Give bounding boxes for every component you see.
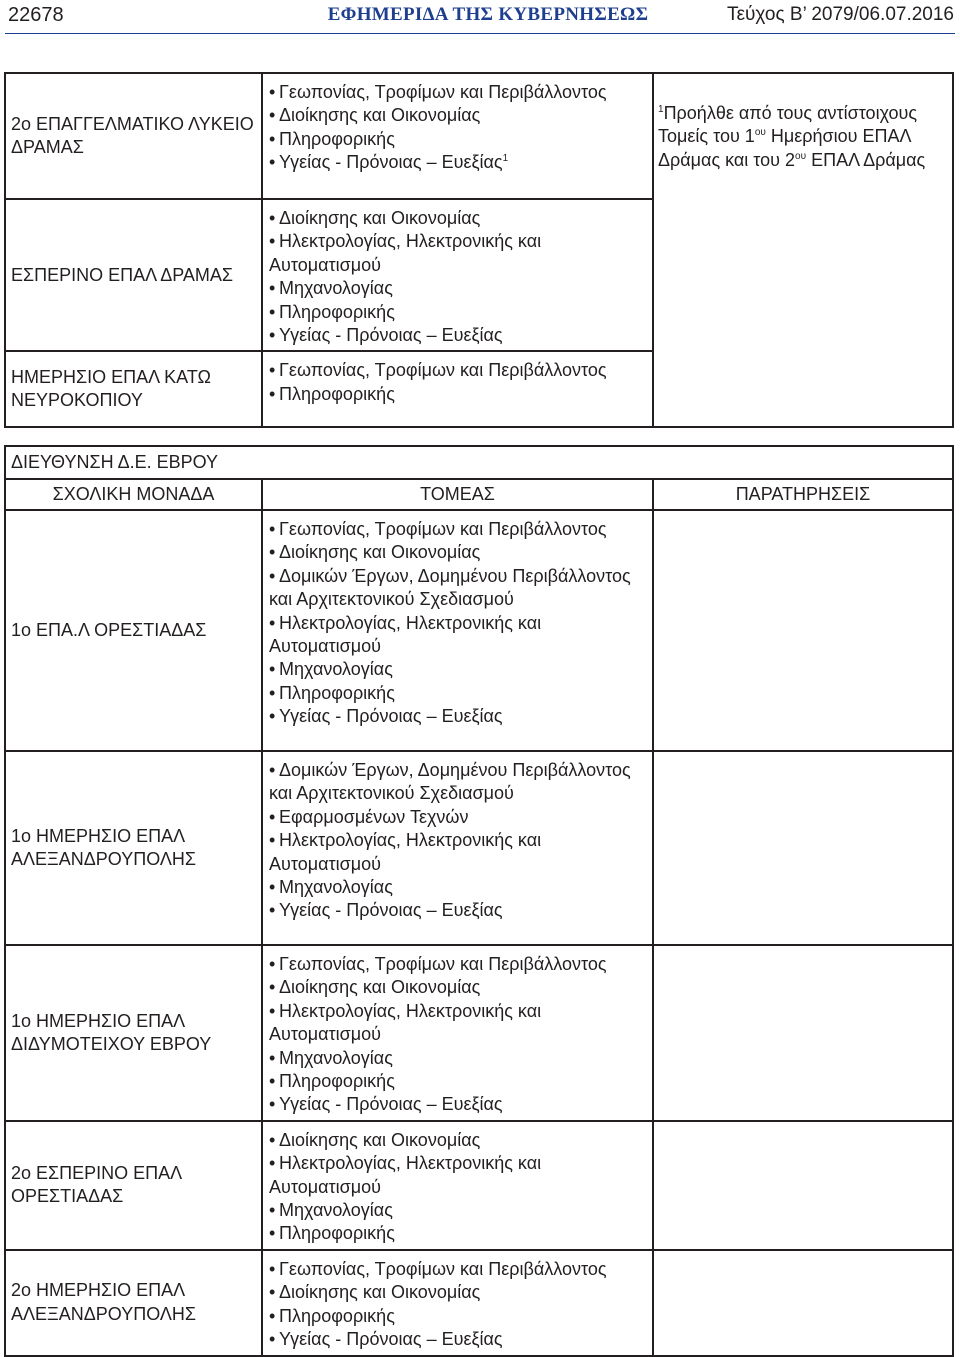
bullet-icon: •: [269, 1329, 276, 1350]
table-row: [5, 945, 953, 1121]
sector-item: [269, 359, 646, 382]
footnote-mark: 1: [658, 104, 664, 115]
directorate-row: [5, 446, 953, 479]
sector-text: Εφαρμοσμένων Τεχνών: [279, 806, 469, 827]
sector-item: [269, 1328, 646, 1351]
sector-text: Πληροφορικής: [279, 383, 395, 404]
sector-item: [269, 1305, 646, 1328]
bullet-icon: •: [269, 612, 276, 633]
footnote-mark: 1: [502, 153, 509, 165]
bullet-icon: •: [269, 1000, 276, 1021]
sector-item: [269, 759, 646, 806]
sector-text: Μηχανολογίας: [279, 1200, 393, 1221]
sector-item: [269, 1070, 646, 1093]
footnote-line1-after: Ημερήσιου ΕΠΑΛ Δράμας και του 2: [658, 126, 911, 170]
sector-text: Ηλεκτρολογίας, Ηλεκτρονικής και Αυτοματισμού: [269, 830, 542, 874]
sector-list: [262, 1121, 653, 1250]
header-rule: [5, 33, 955, 34]
sector-list: [262, 73, 653, 199]
sector-item: [269, 682, 646, 705]
column-header-school: ΣΧΟΛΙΚΗ ΜΟΝΑΔΑ: [5, 479, 262, 510]
notes-cell: [653, 73, 953, 427]
sector-text: Υγείας - Πρόνοιας – Ευεξίας: [279, 152, 503, 173]
sector-text: Πληροφορικής: [279, 128, 395, 149]
column-header-row: [5, 479, 953, 510]
sector-text: Πληροφορικής: [279, 1305, 395, 1326]
sector-item: [269, 806, 646, 829]
sector-list: [262, 1250, 653, 1356]
sector-text: Γεωπονίας, Τροφίμων και Περιβάλλοντος: [279, 1258, 607, 1279]
notes-cell: [653, 945, 953, 1121]
sector-text: Υγείας - Πρόνοιας – Ευεξίας: [279, 900, 503, 921]
sector-list: [262, 351, 653, 427]
bullet-icon: •: [269, 542, 276, 563]
bullet-icon: •: [269, 565, 276, 586]
sector-item: [269, 1222, 646, 1245]
table-row: [5, 1250, 953, 1356]
table-row: [5, 73, 953, 199]
sector-text: Μηχανολογίας: [279, 877, 393, 898]
bullet-icon: •: [269, 682, 276, 703]
sector-item: [269, 277, 646, 300]
column-header-sector: ΤΟΜΕΑΣ: [262, 479, 653, 510]
bullet-icon: •: [269, 152, 276, 173]
school-name: 2ο ΗΜΕΡΗΣΙΟ ΕΠΑΛ ΑΛΕΞΑΝΔΡΟΥΠΟΛΗΣ: [5, 1250, 262, 1356]
drama-schools-table: [4, 72, 954, 428]
sector-text: Μηχανολογίας: [279, 659, 393, 680]
bullet-icon: •: [269, 977, 276, 998]
sector-text: Πληροφορικής: [279, 1223, 395, 1244]
bullet-icon: •: [269, 706, 276, 727]
sector-list: [262, 751, 653, 945]
notes-cell: [653, 510, 953, 751]
school-name: 1ο ΗΜΕΡΗΣΙΟ ΕΠΑΛ ΑΛΕΞΑΝΔΡΟΥΠΟΛΗΣ: [5, 751, 262, 945]
bullet-icon: •: [269, 301, 276, 322]
sector-text: Πληροφορικής: [279, 1071, 395, 1092]
bullet-icon: •: [269, 900, 276, 921]
school-name: 2ο ΕΠΑΓΓΕΛΜΑΤΙΚΟ ΛΥΚΕΙΟ ΔΡΑΜΑΣ: [5, 73, 262, 199]
gazette-title: ΕΦΗΜΕΡΙΔΑ ΤΗΣ ΚΥΒΕΡΝΗΣΕΩΣ: [327, 4, 649, 25]
issue-number: Τεύχος Β’ 2079/06.07.2016: [727, 4, 954, 25]
sector-text: Μηχανολογίας: [279, 1047, 393, 1068]
sector-list: [262, 510, 653, 751]
sector-item: [269, 1129, 646, 1152]
sector-item: [269, 207, 646, 230]
sector-text: Δομικών Έργων, Δομημένου Περιβάλλοντος και Αρχιτεκτονικού Σχεδιασμού: [269, 565, 631, 610]
bullet-icon: •: [269, 1129, 276, 1150]
sector-text: Υγείας - Πρόνοιας – Ευεξίας: [279, 1329, 503, 1350]
school-name: 2ο ΕΣΠΕΡΙΝΟ ΕΠΑΛ ΟΡΕΣΤΙΑΔΑΣ: [5, 1121, 262, 1250]
bullet-icon: •: [269, 208, 276, 228]
sector-item: [269, 151, 646, 174]
bullet-icon: •: [269, 519, 276, 539]
footnote-line1-before: Προήλθε από τους αντίστοιχους Τομείς του 1: [658, 103, 918, 147]
sector-item: [269, 1258, 646, 1281]
sector-item: [269, 829, 646, 876]
sector-text: Διοίκησης και Οικονομίας: [279, 1282, 481, 1303]
sector-item: [269, 1047, 646, 1070]
bullet-icon: •: [269, 360, 276, 381]
bullet-icon: •: [269, 1153, 276, 1174]
sector-item: [269, 1093, 646, 1116]
bullet-icon: •: [269, 1258, 276, 1279]
footnote-text: [658, 102, 948, 172]
sector-list: [262, 945, 653, 1121]
sector-item: [269, 301, 646, 324]
sector-text: Γεωπονίας, Τροφίμων και Περιβάλλοντος: [279, 82, 607, 102]
sector-item: [269, 953, 646, 976]
bullet-icon: •: [269, 877, 276, 898]
column-header-notes: ΠΑΡΑΤΗΡΗΣΕΙΣ: [653, 479, 953, 510]
sector-item: [269, 1000, 646, 1047]
school-name: 1ο ΕΠΑ.Λ ΟΡΕΣΤΙΑΔΑΣ: [5, 510, 262, 751]
sector-text: Πληροφορικής: [279, 301, 395, 322]
sector-text: Μηχανολογίας: [279, 278, 393, 299]
sector-text: Υγείας - Πρόνοιας – Ευεξίας: [279, 706, 503, 727]
sector-item: [269, 104, 646, 127]
sector-list: [262, 199, 653, 351]
sector-text: Ηλεκτρολογίας, Ηλεκτρονικής και Αυτοματισμού: [269, 612, 542, 657]
sector-item: [269, 81, 646, 104]
bullet-icon: •: [269, 1200, 276, 1221]
footnote-sup2: ου: [795, 150, 807, 162]
sector-item: [269, 658, 646, 681]
sector-item: [269, 976, 646, 999]
bullet-icon: •: [269, 82, 276, 102]
sector-text: Δομικών Έργων, Δομημένου Περιβάλλοντος και Αρχιτεκτονικού Σχεδιασμού: [269, 760, 631, 804]
sector-text: Υγείας - Πρόνοιας – Ευεξίας: [279, 1094, 503, 1115]
school-name: ΗΜΕΡΗΣΙΟ ΕΠΑΛ ΚΑΤΩ ΝΕΥΡΟΚΟΠΙΟΥ: [5, 351, 262, 427]
evros-schools-table: [4, 445, 954, 1357]
bullet-icon: •: [269, 128, 276, 149]
table-row: [5, 751, 953, 945]
bullet-icon: •: [269, 760, 276, 780]
bullet-icon: •: [269, 325, 276, 346]
bullet-icon: •: [269, 1223, 276, 1244]
sector-text: Ηλεκτρολογίας, Ηλεκτρονικής και Αυτοματισμού: [269, 1000, 542, 1045]
footnote-line2: ΕΠΑΛ Δράμας: [806, 149, 926, 170]
notes-cell: [653, 1121, 953, 1250]
sector-text: Γεωπονίας, Τροφίμων και Περιβάλλοντος: [279, 519, 607, 539]
bullet-icon: •: [269, 1047, 276, 1068]
footnote-sup1: ου: [754, 127, 766, 139]
bullet-icon: •: [269, 278, 276, 299]
sector-text: Γεωπονίας, Τροφίμων και Περιβάλλοντος: [279, 954, 607, 974]
sector-text: Διοίκησης και Οικονομίας: [279, 977, 481, 998]
school-name: 1ο ΗΜΕΡΗΣΙΟ ΕΠΑΛ ΔΙΔΥΜΟΤΕΙΧΟΥ ΕΒΡΟΥ: [5, 945, 262, 1121]
sector-text: Διοίκησης και Οικονομίας: [279, 542, 481, 563]
sector-text: Διοίκησης και Οικονομίας: [279, 105, 481, 126]
sector-text: Ηλεκτρολογίας, Ηλεκτρονικής και Αυτοματισμού: [269, 231, 542, 275]
bullet-icon: •: [269, 1094, 276, 1115]
bullet-icon: •: [269, 806, 276, 827]
sector-text: Υγείας - Πρόνοιας – Ευεξίας: [279, 325, 503, 346]
bullet-icon: •: [269, 1071, 276, 1092]
page-number: 22678: [8, 4, 64, 26]
sector-item: [269, 705, 646, 728]
bullet-icon: •: [269, 1305, 276, 1326]
page-header: [0, 0, 960, 34]
bullet-icon: •: [269, 830, 276, 851]
sector-item: [269, 518, 646, 541]
sector-item: [269, 565, 646, 612]
sector-item: [269, 230, 646, 277]
sector-item: [269, 541, 646, 564]
sector-text: Διοίκησης και Οικονομίας: [279, 208, 481, 228]
sector-item: [269, 383, 646, 406]
sector-text: Διοίκησης και Οικονομίας: [279, 1129, 481, 1150]
bullet-icon: •: [269, 231, 276, 252]
notes-cell: [653, 1250, 953, 1356]
sector-item: [269, 1199, 646, 1222]
sector-item: [269, 128, 646, 151]
bullet-icon: •: [269, 954, 276, 974]
bullet-icon: •: [269, 1282, 276, 1303]
sector-item: [269, 1281, 646, 1304]
sector-text: Πληροφορικής: [279, 682, 395, 703]
sector-item: [269, 876, 646, 899]
sector-text: Γεωπονίας, Τροφίμων και Περιβάλλοντος: [279, 360, 607, 381]
sector-item: [269, 1152, 646, 1199]
table-row: [5, 510, 953, 751]
notes-cell: [653, 751, 953, 945]
directorate-name: ΔΙΕΥΘΥΝΣΗ Δ.Ε. ΕΒΡΟΥ: [5, 446, 953, 479]
sector-item: [269, 899, 646, 922]
table-row: [5, 1121, 953, 1250]
bullet-icon: •: [269, 659, 276, 680]
bullet-icon: •: [269, 383, 276, 404]
school-name: ΕΣΠΕΡΙΝΟ ΕΠΑΛ ΔΡΑΜΑΣ: [5, 199, 262, 351]
bullet-icon: •: [269, 105, 276, 126]
sector-text: Ηλεκτρολογίας, Ηλεκτρονικής και Αυτοματισμού: [269, 1153, 542, 1197]
sector-item: [269, 324, 646, 347]
sector-item: [269, 612, 646, 659]
